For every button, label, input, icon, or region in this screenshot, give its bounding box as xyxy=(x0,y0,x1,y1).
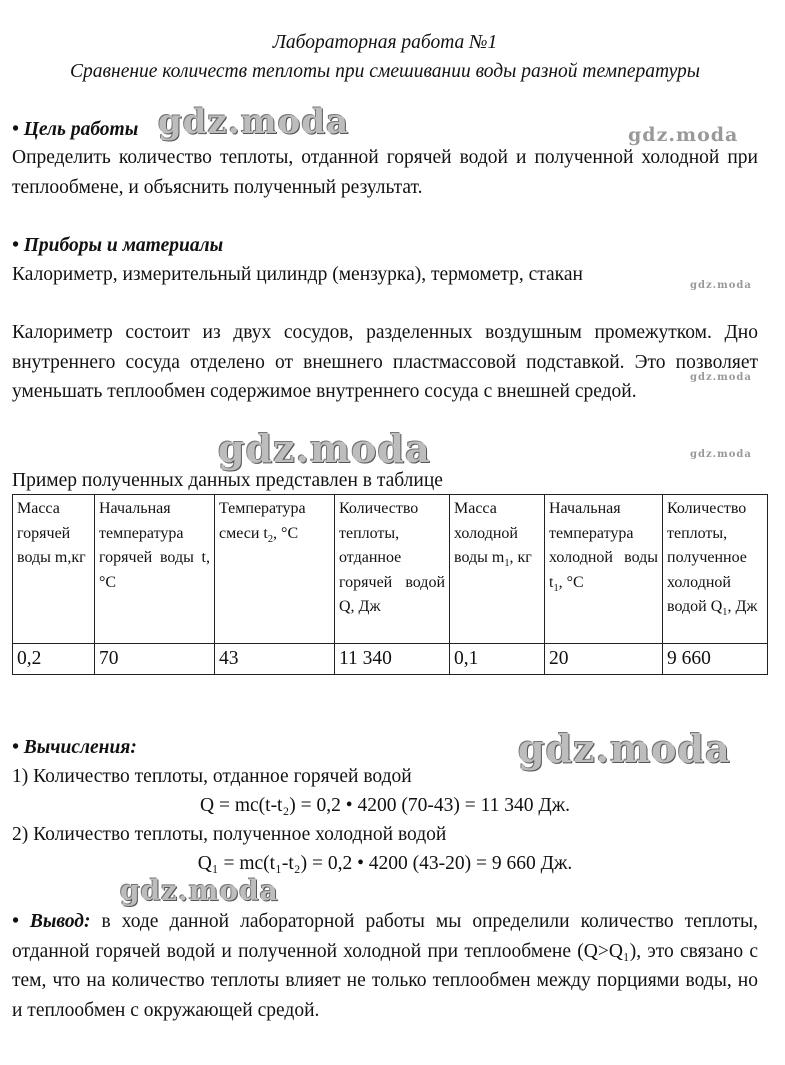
cell-mass-cold: 0,1 xyxy=(450,644,545,675)
goal-text: Определить количество теплоты, отданной горячей водой и полученной холодной при теплообмене, и объяснить полученный результат. xyxy=(12,147,758,198)
cell-temp-hot: 70 xyxy=(95,644,215,675)
header-temp-mix: Температура смеси $t_2$, °C xyxy=(215,495,335,644)
cell-mass-hot: 0,2 xyxy=(13,644,95,675)
watermark-logo: gdz.moda xyxy=(158,102,350,142)
watermark-logo: gdz.moda xyxy=(690,280,752,291)
cell-temp-cold: 20 xyxy=(545,644,663,675)
calc-formula-1: Q = mc(t-t₂) = 0,2 • 4200 (70-43) = 11 340 Дж. xyxy=(200,795,570,816)
lab-subtitle: Сравнение количеств теплоты при смешивании воды разной температуры xyxy=(70,61,700,82)
cell-temp-mix: 43 xyxy=(215,644,335,675)
header-mass-hot: Масса горячей воды m,кг xyxy=(13,495,95,644)
cell-heat-received: 9 660 xyxy=(663,644,768,675)
calorimeter-text: Калориметр состоит из двух сосудов, разделенных воздушным промежутком. Дно внутреннего сосуда отделено от внешнего пластмассовой подставкой. Это позволяет уменьшать теплообмен содержимое внутреннего сосуда с внешней средой. xyxy=(12,322,758,402)
conclusion-heading: • Вывод: xyxy=(12,911,91,932)
header-temp-cold: Начальная температура холодной воды $t_1$, °C xyxy=(545,495,663,644)
conclusion-text: в ходе данной лабораторной работы мы определили количество теплоты, отданной горячей водой и полученной холодной при теплообмене (Q>Q₁), это связано с тем, что на количество теплоты влияет не только теплообмен между порциями воды, но и теплообмен с окружающей средой. xyxy=(12,911,758,1021)
table-intro: Пример полученных данных представлен в таблице xyxy=(12,470,443,491)
results-table xyxy=(12,494,768,675)
equipment-heading: • Приборы и материалы xyxy=(12,235,224,256)
equipment-text: Калориметр, измерительный цилиндр (мензурка), термометр, стакан xyxy=(12,264,583,285)
calc-heading: • Вычисления: xyxy=(12,737,137,758)
header-heat-received: Количество теплоты, полученное холодной водой $Q_1$, Дж xyxy=(663,495,768,644)
goal-heading: • Цель работы xyxy=(12,119,139,140)
lab-title: Лабораторная работа №1 xyxy=(272,32,498,53)
watermark-logo: gdz.moda xyxy=(218,426,431,471)
watermark-logo: gdz.moda xyxy=(690,372,752,383)
table-row xyxy=(13,644,768,675)
conclusion xyxy=(12,907,758,1025)
table-header-row xyxy=(13,495,768,644)
calc-formula-2: Q₁ = mc(t₁-t₂) = 0,2 • 4200 (43-20) = 9 660 Дж. xyxy=(197,853,573,874)
calc-item-2: 2) Количество теплоты, полученное холодной водой xyxy=(12,824,447,845)
cell-heat-given: 11 340 xyxy=(335,644,450,675)
header-mass-cold: Масса холодной воды $m_1$, кг xyxy=(450,495,545,644)
watermark-logo: gdz.moda xyxy=(120,874,279,907)
watermark-logo: gdz.moda xyxy=(628,124,739,146)
calc-item-1: 1) Количество теплоты, отданное горячей водой xyxy=(12,766,412,787)
watermark-logo: gdz.moda xyxy=(518,726,731,771)
watermark-logo: gdz.moda xyxy=(690,449,752,460)
header-heat-given: Количество теплоты, отданное горячей водой Q, Дж xyxy=(335,495,450,644)
header-temp-hot: Начальная температура горячей воды t, °C xyxy=(95,495,215,644)
